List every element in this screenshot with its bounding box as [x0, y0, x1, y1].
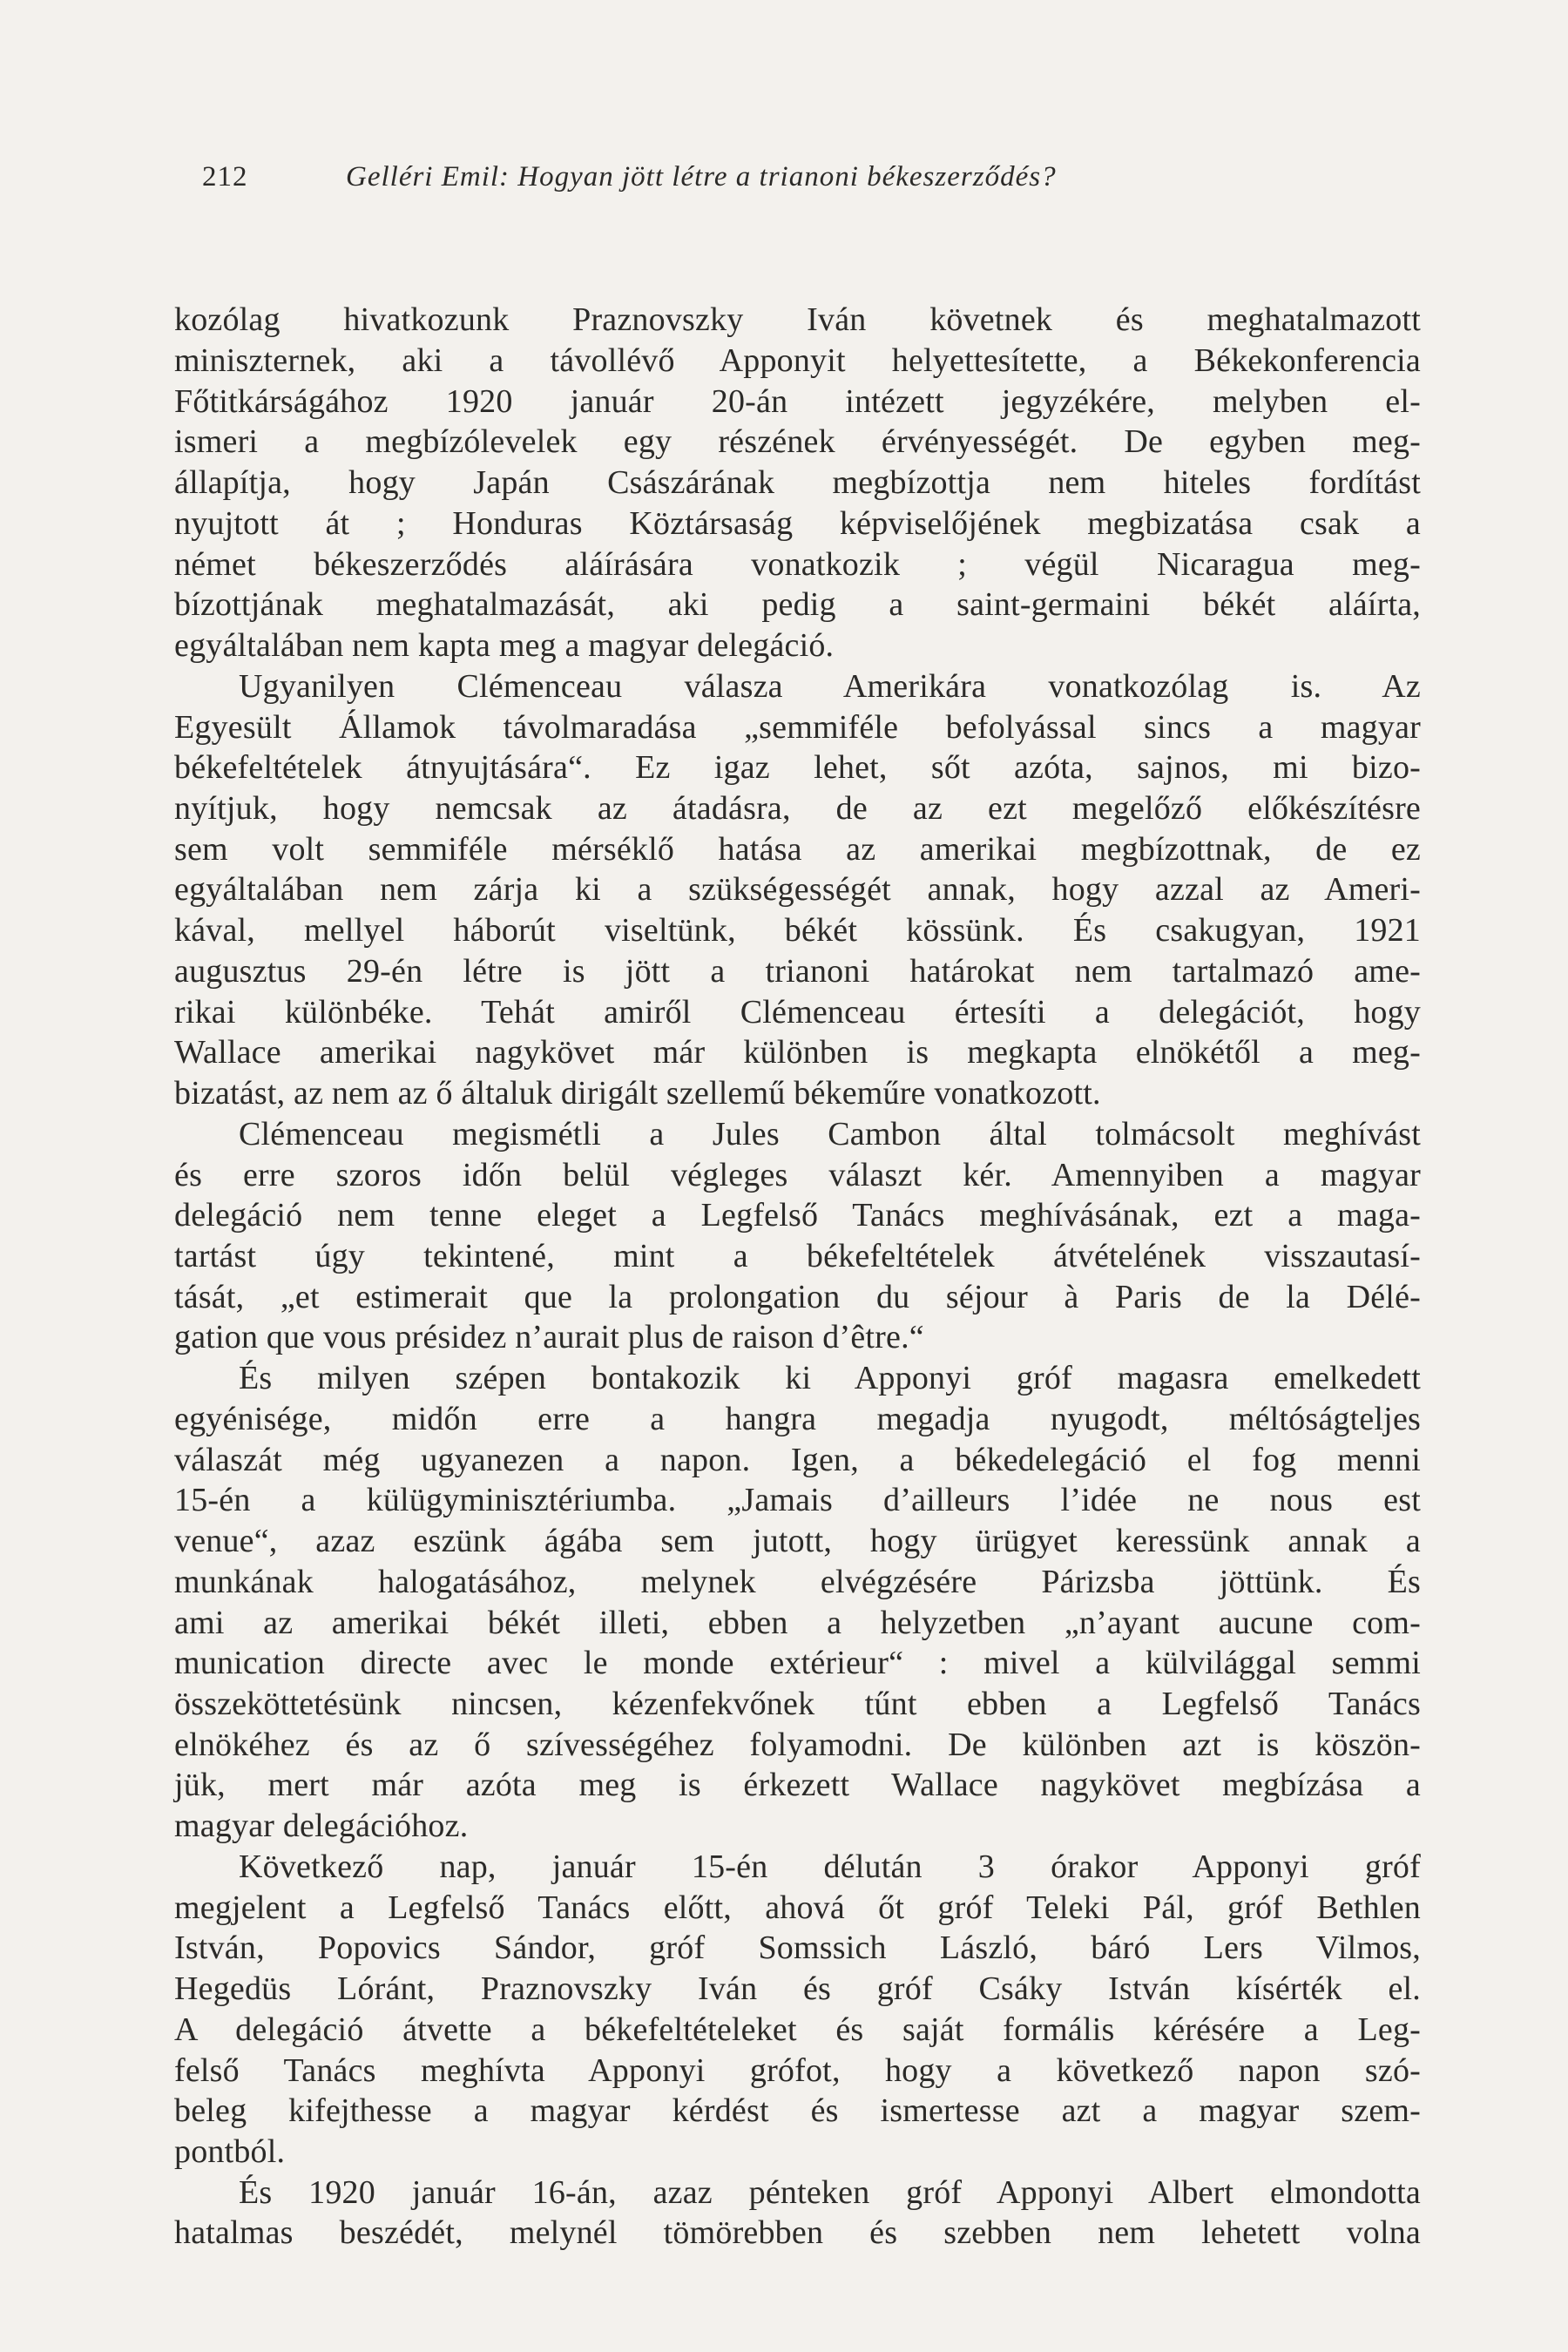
text-line: delegáció nem tenne eleget a Legfelső Tanács meghívásának, ezt a maga- — [174, 1197, 1421, 1233]
text-line: beleg kifejthesse a magyar kérdést és ismertesse azt a magyar szem- — [174, 2092, 1421, 2129]
text-line: rikai különbéke. Tehát amiről Clémenceau értesíti a delegációt, hogy — [174, 994, 1421, 1031]
text-line: ami az amerikai békét illeti, ebben a helyzetben „n’ayant aucune com- — [174, 1605, 1421, 1641]
page-header — [202, 155, 1422, 199]
text-line: német békeszerződés aláírására vonatkozik ; végül Nicaragua meg- — [174, 546, 1421, 583]
text-line: bizatást, az nem az ő általuk dirigált szellemű békeműre vonatkozott. — [174, 1075, 1101, 1112]
text-line: nyítjuk, hogy nemcsak az átadásra, de az ezt megelőző előkészítésre — [174, 790, 1421, 827]
page-number: 212 — [202, 161, 248, 193]
paragraph-start-line: És milyen szépen bontakozik ki Apponyi gróf magasra emelkedett — [239, 1360, 1421, 1396]
text-line: egyáltalában nem kapta meg a magyar delegáció. — [174, 627, 835, 664]
text-line: pontból. — [174, 2133, 286, 2170]
text-line: A delegáció átvette a békefeltételeket és saját formális kérésére a Leg- — [174, 2011, 1421, 2048]
text-line: ismeri a megbízólevelek egy részének érvényességét. De egyben meg- — [174, 423, 1421, 460]
text-line: nyujtott át ; Honduras Köztársaság képviselőjének megbizatása csak a — [174, 505, 1421, 542]
text-line: tartást úgy tekintené, mint a békefeltételek átvételének visszautasí- — [174, 1238, 1421, 1274]
text-line: Egyesült Államok távolmaradása „semmiféle befolyással sincs a magyar — [174, 709, 1421, 746]
text-line: megjelent a Legfelső Tanács előtt, ahová őt gróf Teleki Pál, gróf Bethlen — [174, 1889, 1421, 1926]
text-line: hatalmas beszédét, melynél tömörebben és szebben nem lehetett volna — [174, 2214, 1421, 2251]
text-line: jük, mert már azóta meg is érkezett Wallace nagykövet megbízása a — [174, 1767, 1421, 1803]
text-line: Főtitkárságához 1920 január 20-án intézett jegyzékére, melyben el- — [174, 383, 1421, 420]
paragraph-start-line: Következő nap, január 15-én délután 3 órakor Apponyi gróf — [239, 1848, 1421, 1885]
paragraph-start-line: És 1920 január 16-án, azaz pénteken gróf Apponyi Albert elmondotta — [239, 2174, 1421, 2211]
text-line: kával, mellyel háborút viseltünk, békét kössünk. És csakugyan, 1921 — [174, 912, 1421, 949]
text-line: magyar delegációhoz. — [174, 1808, 469, 1844]
text-line: miniszternek, aki a távollévő Apponyit helyettesítette, a Békekonferencia — [174, 342, 1421, 379]
text-line: válaszát még ugyanezen a napon. Igen, a békedelegáció el fog menni — [174, 1442, 1421, 1478]
text-line: felső Tanács meghívta Apponyi grófot, hogy a következő napon szó- — [174, 2052, 1421, 2089]
text-line: Hegedüs Lóránt, Praznovszky Iván és gróf Csáky István kísérték el. — [174, 1970, 1421, 2007]
text-line: tását, „et estimerait que la prolongation du séjour à Paris de la Délé- — [174, 1279, 1421, 1315]
text-line: munication directe avec le monde extérieur“ : mivel a külvilággal semmi — [174, 1645, 1421, 1681]
text-line: egyáltalában nem zárja ki a szükségességét annak, hogy azzal az Ameri- — [174, 871, 1421, 908]
text-line: sem volt semmiféle mérséklő hatása az amerikai megbízottnak, de ez — [174, 831, 1421, 868]
text-line: és erre szoros időn belül végleges választ kér. Amennyiben a magyar — [174, 1157, 1421, 1193]
text-line: Wallace amerikai nagykövet már különben is megkapta elnökétől a meg- — [174, 1034, 1421, 1071]
text-line: István, Popovics Sándor, gróf Somssich László, báró Lers Vilmos, — [174, 1930, 1421, 1966]
paragraph-start-line: Ugyanilyen Clémenceau válasza Amerikára vonatkozólag is. Az — [239, 668, 1421, 705]
text-line: gation que vous présidez n’aurait plus de raison d’être.“ — [174, 1319, 924, 1355]
text-line: állapítja, hogy Japán Császárának megbízottja nem hiteles fordítást — [174, 464, 1421, 501]
text-line: összeköttetésünk nincsen, kézenfekvőnek tűnt ebben a Legfelső Tanács — [174, 1686, 1421, 1722]
text-line: munkának halogatásához, melynek elvégzésére Párizsba jöttünk. És — [174, 1564, 1421, 1600]
text-line: augusztus 29-én létre is jött a trianoni határokat nem tartalmazó ame- — [174, 953, 1421, 990]
text-line: bízottjának meghatalmazását, aki pedig a saint-germaini békét aláírta, — [174, 586, 1421, 623]
text-line: 15-én a külügyminisztériumba. „Jamais d’ailleurs l’idée ne nous est — [174, 1482, 1421, 1518]
text-line: venue“, azaz eszünk ágába sem jutott, hogy ürügyet keressünk annak a — [174, 1523, 1421, 1559]
text-line: egyénisége, midőn erre a hangra megadja nyugodt, méltóságteljes — [174, 1401, 1421, 1437]
paragraph-start-line: Clémenceau megismétli a Jules Cambon által tolmácsolt meghívást — [239, 1116, 1421, 1152]
text-line: kozólag hivatkozunk Praznovszky Iván követnek és meghatalmazott — [174, 301, 1421, 338]
running-head: Gelléri Emil: Hogyan jött létre a trianoni békeszerződés? — [346, 161, 1057, 193]
text-line: békefeltételek átnyujtására“. Ez igaz lehet, sőt azóta, sajnos, mi bizo- — [174, 749, 1421, 786]
text-line: elnökéhez és az ő szívességéhez folyamodni. De különben azt is köszön- — [174, 1727, 1421, 1763]
